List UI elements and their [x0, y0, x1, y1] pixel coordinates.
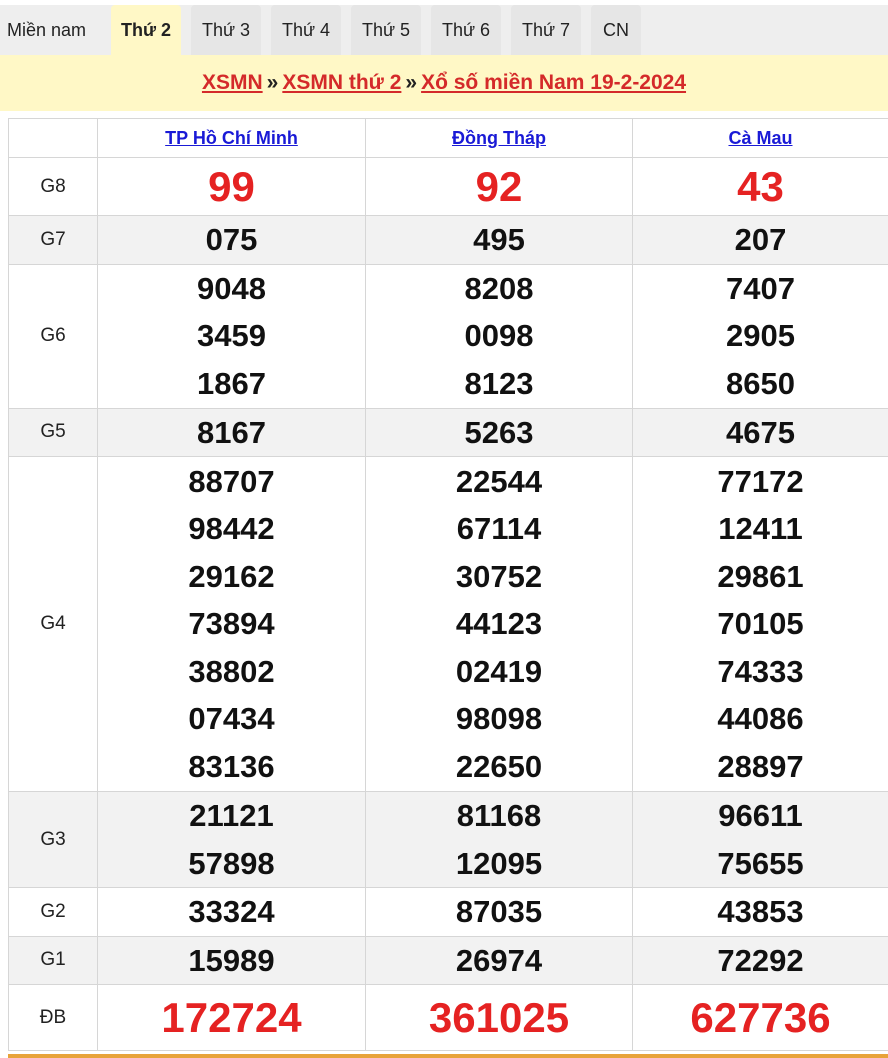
- prize-cell: [366, 457, 633, 792]
- prize-cell: [98, 408, 366, 457]
- prize-cell: [633, 888, 888, 937]
- prize-label: G1: [9, 936, 98, 985]
- prize-cell: [633, 158, 888, 216]
- prize-cell: [633, 408, 888, 457]
- breadcrumb-separator: »: [405, 71, 418, 94]
- breadcrumb-xsmn-link[interactable]: XSMN: [201, 71, 263, 94]
- winning-number: 5263: [464, 414, 534, 450]
- header-empty-cell: [9, 119, 98, 158]
- winning-number: 98098: [455, 701, 543, 737]
- tab-thu-4[interactable]: Thứ 4: [271, 5, 341, 55]
- prize-label: G3: [9, 792, 98, 888]
- winning-number: 627736: [690, 993, 831, 1041]
- winning-number: 02419: [455, 653, 543, 689]
- winning-number: 172724: [161, 993, 302, 1041]
- prize-cell: [633, 985, 888, 1051]
- province-link-dong-thap[interactable]: Đồng Tháp: [452, 127, 546, 148]
- winning-number: 4675: [726, 414, 795, 450]
- province-header-row: [9, 119, 888, 158]
- prize-cell: [98, 264, 366, 408]
- prize-row-g3: [9, 792, 888, 888]
- winning-number: 88707: [188, 463, 275, 499]
- winning-number: 361025: [428, 993, 570, 1041]
- province-header-ca-mau: [633, 119, 888, 158]
- province-header-dong-thap: [366, 119, 633, 158]
- winning-number: 12411: [718, 511, 803, 547]
- winning-number: 29861: [717, 558, 804, 594]
- winning-number: 43853: [717, 894, 804, 929]
- prize-cell: [366, 264, 633, 408]
- prize-cell: [633, 457, 888, 792]
- prize-cell: [366, 936, 633, 985]
- breadcrumb-xsmn-thu2-link[interactable]: XSMN thứ 2: [282, 71, 402, 94]
- prize-cell: [98, 216, 366, 265]
- winning-number: 33324: [188, 894, 275, 929]
- prize-cell: [98, 158, 366, 216]
- winning-number: 7407: [726, 270, 795, 306]
- prize-row-db: [9, 985, 888, 1051]
- winning-number: 92: [475, 162, 523, 210]
- winning-number: 87035: [455, 894, 543, 929]
- prize-cell: [366, 792, 633, 888]
- breadcrumb: [0, 55, 888, 111]
- lottery-results-table: [8, 118, 888, 1051]
- winning-number: 43: [737, 162, 784, 210]
- winning-number: 22650: [455, 748, 543, 784]
- winning-number: 67114: [456, 511, 542, 547]
- winning-number: 77172: [717, 463, 804, 499]
- prize-cell: [366, 216, 633, 265]
- winning-number: 12095: [455, 845, 543, 881]
- prize-cell: [633, 264, 888, 408]
- province-link-hcm[interactable]: TP Hồ Chí Minh: [165, 127, 298, 148]
- breadcrumb-separator: »: [266, 71, 279, 94]
- winning-number: 98442: [188, 511, 275, 547]
- prize-cell: [633, 936, 888, 985]
- winning-number: 15989: [188, 942, 275, 978]
- prize-cell: [633, 216, 888, 265]
- winning-number: 30752: [455, 558, 543, 594]
- prize-cell: [366, 408, 633, 457]
- winning-number: 8123: [464, 365, 534, 401]
- prize-cell: [98, 936, 366, 985]
- winning-number: 07434: [188, 701, 275, 737]
- prize-label: G4: [9, 457, 98, 792]
- prize-cell: [98, 792, 366, 888]
- tab-thu-5[interactable]: Thứ 5: [351, 5, 421, 55]
- prize-row-g4: [9, 457, 888, 792]
- prize-label: G8: [9, 158, 98, 216]
- winning-number: 99: [208, 162, 255, 210]
- winning-number: 75655: [717, 845, 804, 881]
- winning-number: 207: [734, 222, 787, 257]
- prize-label: G7: [9, 216, 98, 265]
- breadcrumb-page-title-link[interactable]: Xổ số miền Nam 19-2-2024: [421, 71, 687, 94]
- winning-number: 9048: [197, 270, 266, 306]
- prize-cell: [98, 985, 366, 1051]
- winning-number: 8208: [464, 270, 534, 306]
- prize-table-body: [9, 158, 888, 1051]
- winning-number: 70105: [717, 606, 804, 642]
- prize-row-g6: [9, 264, 888, 408]
- tab-mien-nam[interactable]: Miền nam: [0, 5, 106, 55]
- day-tab-bar: [0, 0, 888, 55]
- winning-number: 8650: [726, 365, 795, 401]
- prize-cell: [98, 888, 366, 937]
- prize-label: G5: [9, 408, 98, 457]
- winning-number: 26974: [455, 942, 543, 978]
- winning-number: 73894: [188, 606, 275, 642]
- prize-cell: [633, 792, 888, 888]
- prize-row-g8: [9, 158, 888, 216]
- prize-label: G6: [9, 264, 98, 408]
- winning-number: 72292: [717, 942, 804, 978]
- winning-number: 2905: [726, 318, 795, 354]
- prize-cell: [366, 888, 633, 937]
- winning-number: 83136: [188, 748, 275, 784]
- winning-number: 44086: [717, 701, 804, 737]
- winning-number: 495: [473, 222, 525, 257]
- prize-cell: [366, 985, 633, 1051]
- province-header-hcm: [98, 119, 366, 158]
- tab-thu-7[interactable]: Thứ 7: [511, 5, 581, 55]
- winning-number: 57898: [188, 845, 275, 881]
- winning-number: 8167: [197, 414, 266, 450]
- winning-number: 1867: [197, 365, 266, 401]
- province-link-ca-mau[interactable]: Cà Mau: [728, 127, 793, 148]
- prize-row-g7: [9, 216, 888, 265]
- winning-number: 22544: [455, 463, 543, 499]
- winning-number: 075: [205, 222, 258, 257]
- winning-number: 38802: [188, 653, 275, 689]
- winning-number: 0098: [464, 318, 534, 354]
- tab-thu-6[interactable]: Thứ 6: [431, 5, 501, 55]
- winning-number: 3459: [197, 318, 266, 354]
- winning-number: 28897: [717, 748, 804, 784]
- prize-row-g5: [9, 408, 888, 457]
- winning-number: 21121: [189, 798, 274, 833]
- winning-number: 74333: [717, 653, 804, 689]
- tab-thu-3[interactable]: Thứ 3: [191, 5, 261, 55]
- prize-cell: [98, 457, 366, 792]
- winning-number: 96611: [718, 798, 803, 833]
- tab-cn[interactable]: CN: [591, 5, 641, 55]
- prize-label: G2: [9, 888, 98, 937]
- prize-label: ĐB: [9, 985, 98, 1051]
- tab-thu-2[interactable]: Thứ 2: [111, 5, 181, 55]
- prize-cell: [366, 158, 633, 216]
- winning-number: 29162: [188, 558, 275, 594]
- winning-number: 81168: [456, 798, 542, 833]
- winning-number: 44123: [455, 606, 543, 642]
- prize-row-g2: [9, 888, 888, 937]
- bottom-divider: [8, 1054, 888, 1058]
- prize-row-g1: [9, 936, 888, 985]
